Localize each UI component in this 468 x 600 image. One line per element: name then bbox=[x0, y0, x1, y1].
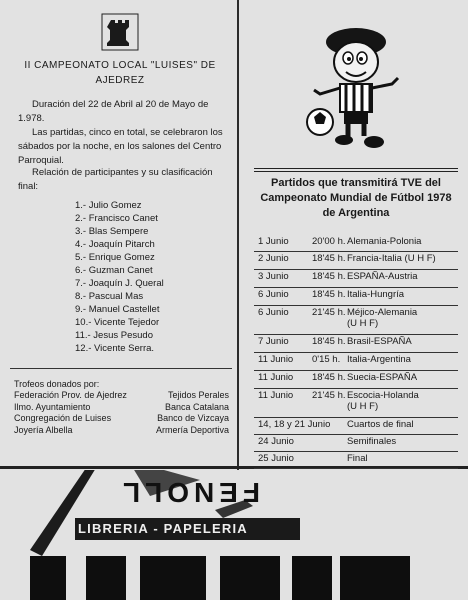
trophies-heading: Trofeos donados por: bbox=[14, 379, 100, 389]
participants-list bbox=[75, 199, 164, 355]
match-hour: 0'15 h. bbox=[312, 354, 341, 365]
table-row bbox=[254, 252, 458, 270]
donor-name: Joyería Albella bbox=[14, 424, 73, 435]
match-date: 11 Junio bbox=[258, 372, 294, 383]
table-row bbox=[254, 306, 458, 335]
games-paragraph: Las partidas, cinco en total, se celebraron los sábados por la noche, en los salones del Centro Parroquial. bbox=[18, 127, 223, 166]
table-row bbox=[254, 452, 458, 469]
match-teams: Final bbox=[347, 453, 368, 464]
table-row bbox=[254, 389, 458, 418]
table-row bbox=[254, 418, 458, 435]
match-date: 2 Junio bbox=[258, 253, 289, 264]
match-teams: Alemania-Polonia bbox=[347, 236, 422, 247]
ad-banner-text: LIBRERIA - PAPELERIA bbox=[78, 521, 248, 536]
match-teams: Italia-Hungría bbox=[347, 289, 405, 300]
donor-name: Congregación de Luises bbox=[14, 413, 112, 423]
table-row bbox=[254, 371, 458, 389]
ad-lettering-block bbox=[292, 556, 332, 600]
brand-logo: FENOLL bbox=[118, 477, 260, 508]
match-hour: 18'45 h. bbox=[312, 253, 346, 264]
schedule-top-rule bbox=[254, 171, 458, 172]
donor-name: Armería Deportiva bbox=[155, 424, 229, 435]
ad-lettering-block bbox=[220, 556, 280, 600]
match-date: 24 Junio bbox=[258, 436, 294, 447]
match-teams: Francia-Italia (U H F) bbox=[347, 253, 436, 264]
match-hour: 18'45 h. bbox=[312, 336, 346, 347]
match-hour: 18'45 h. bbox=[312, 271, 346, 282]
table-row bbox=[254, 235, 458, 252]
world-cup-mascot-illustration bbox=[304, 28, 408, 152]
donor-name: Tejidos Perales bbox=[167, 390, 229, 400]
list-item: 1.- Julio Gomez bbox=[75, 200, 142, 211]
list-item: 6.- Guzman Canet bbox=[75, 265, 153, 276]
list-item: 2.- Francisco Canet bbox=[75, 213, 158, 224]
list-item: 12.- Vicente Serra. bbox=[75, 343, 155, 354]
table-row bbox=[254, 288, 458, 306]
list-item: 8.- Pascual Mas bbox=[75, 291, 144, 302]
ad-lettering-block bbox=[86, 556, 126, 600]
donor-name: Ilmo. Ayuntamiento bbox=[14, 401, 91, 412]
duration-paragraph: Duración del 22 de Abril al 20 de Mayo de 1.978. bbox=[18, 99, 209, 124]
table-row bbox=[254, 435, 458, 452]
donor-row bbox=[14, 425, 229, 437]
list-item: 4.- Joaquín Pitarch bbox=[75, 239, 155, 250]
chess-rook-icon bbox=[100, 12, 140, 52]
match-teams-name: Escocia-Holanda bbox=[347, 390, 419, 401]
donor-name: Federación Prov. de Ajedrez bbox=[14, 390, 127, 400]
list-item: 9.- Manuel Castellet bbox=[75, 304, 160, 315]
match-schedule-table bbox=[254, 235, 458, 469]
match-hour: 21'45 h. bbox=[312, 390, 346, 401]
match-date: 11 Junio bbox=[258, 390, 294, 401]
match-channel-note: (U H F) bbox=[347, 318, 379, 329]
chess-championship-title: II CAMPEONATO LOCAL "LUISES" DE AJEDREZ bbox=[24, 60, 216, 86]
donor-row bbox=[14, 402, 229, 414]
list-item: 10.- Vicente Tejedor bbox=[75, 317, 160, 328]
left-separator bbox=[10, 368, 232, 369]
ad-lettering-block bbox=[30, 556, 66, 600]
match-date: 3 Junio bbox=[258, 271, 289, 282]
ad-lettering-block bbox=[140, 556, 206, 600]
match-teams: Suecia-ESPAÑA bbox=[347, 372, 418, 383]
schedule-top-rule bbox=[254, 168, 458, 169]
table-row bbox=[254, 270, 458, 288]
donor-name: Banco de Vizcaya bbox=[157, 413, 229, 423]
match-hour: 20'00 h. bbox=[312, 236, 346, 247]
match-teams: Cuartos de final bbox=[347, 419, 414, 430]
donor-name: Banca Catalana bbox=[164, 401, 229, 412]
match-teams bbox=[347, 390, 419, 412]
match-date: 25 Junio bbox=[258, 453, 294, 464]
match-date: 6 Junio bbox=[258, 307, 289, 318]
match-date: 1 Junio bbox=[258, 236, 289, 247]
match-hour: 18'45 h. bbox=[312, 289, 346, 300]
match-hour: 21'45 h. bbox=[312, 307, 346, 318]
list-item: 5.- Enrique Gomez bbox=[75, 252, 155, 263]
column-divider bbox=[237, 0, 239, 470]
ad-lettering-block bbox=[340, 556, 410, 600]
list-item: 3.- Blas Sempere bbox=[75, 226, 149, 237]
match-channel-note: (U H F) bbox=[347, 401, 379, 412]
match-date: 14, 18 y 21 Junio bbox=[258, 419, 331, 430]
table-row bbox=[254, 335, 458, 353]
table-row bbox=[254, 353, 458, 371]
donor-row bbox=[14, 413, 229, 425]
match-teams: ESPAÑA-Austria bbox=[347, 271, 418, 282]
match-teams: Brasil-ESPAÑA bbox=[347, 336, 412, 347]
list-item: 7.- Joaquín J. Queral bbox=[75, 278, 164, 289]
match-date: 7 Junio bbox=[258, 336, 289, 347]
match-hour: 18'45 h. bbox=[312, 372, 346, 383]
donors-grid bbox=[14, 390, 229, 436]
tv-schedule-title: Partidos que transmitirá TVE del Campeonato Mundial de Fútbol 1978 de Argentina bbox=[260, 177, 452, 219]
match-teams-name: Méjico-Alemania bbox=[347, 307, 418, 318]
classification-paragraph: Relación de participantes y su clasificación final: bbox=[18, 167, 213, 192]
donor-row bbox=[14, 390, 229, 402]
match-date: 11 Junio bbox=[258, 354, 294, 365]
list-item: 11.- Jesus Pesudo bbox=[75, 330, 153, 341]
match-teams bbox=[347, 307, 417, 329]
match-teams: Semifinales bbox=[347, 436, 397, 447]
match-teams: Italia-Argentina bbox=[347, 354, 411, 365]
match-date: 6 Junio bbox=[258, 289, 289, 300]
